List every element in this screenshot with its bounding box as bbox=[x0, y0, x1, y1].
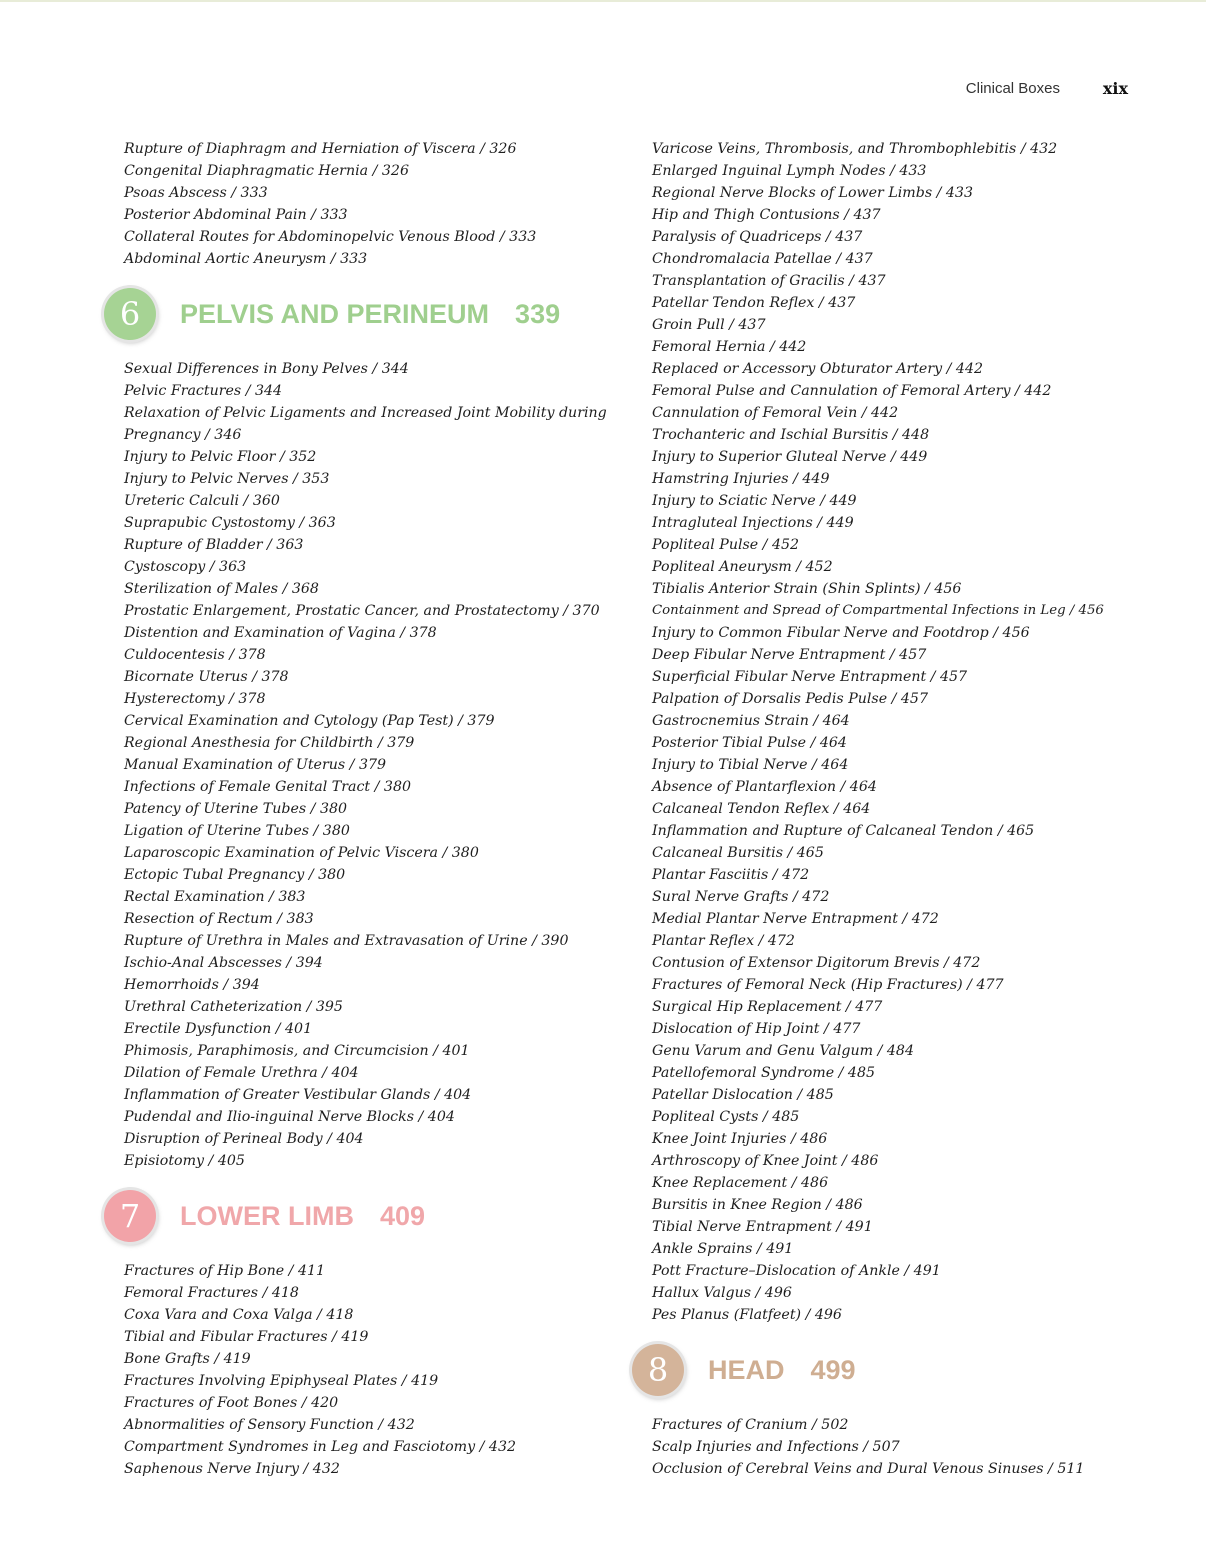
clinical-box-entry: Patellar Dislocation / 485 bbox=[652, 1087, 834, 1103]
clinical-box-entry: Sexual Differences in Bony Pelves / 344 bbox=[124, 361, 409, 377]
chapter-number-badge: 8 bbox=[632, 1344, 684, 1396]
clinical-box-entry: Knee Joint Injuries / 486 bbox=[652, 1131, 828, 1147]
clinical-box-entry: Distention and Examination of Vagina / 378 bbox=[124, 625, 437, 641]
clinical-box-entry: Pregnancy / 346 bbox=[124, 427, 242, 443]
clinical-box-entry: Hysterectomy / 378 bbox=[124, 691, 266, 707]
clinical-box-entry: Ligation of Uterine Tubes / 380 bbox=[124, 823, 350, 839]
clinical-box-entry: Erectile Dysfunction / 401 bbox=[124, 1021, 313, 1037]
clinical-box-entry: Injury to Superior Gluteal Nerve / 449 bbox=[652, 449, 928, 465]
clinical-box-entry: Popliteal Pulse / 452 bbox=[652, 537, 800, 553]
clinical-box-entry: Tibial Nerve Entrapment / 491 bbox=[652, 1219, 873, 1235]
clinical-box-entry: Deep Fibular Nerve Entrapment / 457 bbox=[652, 647, 927, 663]
clinical-box-entry: Abdominal Aortic Aneurysm / 333 bbox=[124, 251, 368, 267]
intro-list bbox=[124, 138, 624, 270]
clinical-box-entry: Fractures of Hip Bone / 411 bbox=[124, 1263, 326, 1279]
clinical-box-entry: Cystoscopy / 363 bbox=[124, 559, 247, 575]
clinical-box-entry: Pelvic Fractures / 344 bbox=[124, 383, 283, 399]
right-column bbox=[647, 138, 1112, 1480]
clinical-box-entry: Hamstring Injuries / 449 bbox=[652, 471, 830, 487]
chapter-7-continued-list bbox=[652, 138, 1112, 1326]
chapter-title-text: HEAD bbox=[708, 1355, 785, 1385]
clinical-box-entry: Chondromalacia Patellae / 437 bbox=[652, 251, 873, 267]
chapter-number-badge: 6 bbox=[104, 288, 156, 340]
clinical-box-entry: Intragluteal Injections / 449 bbox=[652, 515, 854, 531]
clinical-box-entry: Episiotomy / 405 bbox=[124, 1153, 245, 1169]
clinical-box-entry: Pott Fracture–Dislocation of Ankle / 491 bbox=[652, 1263, 941, 1279]
clinical-box-entry: Femoral Hernia / 442 bbox=[652, 339, 807, 355]
chapter-8-list bbox=[652, 1414, 1112, 1480]
clinical-box-entry: Coxa Vara and Coxa Valga / 418 bbox=[124, 1307, 354, 1323]
clinical-box-entry: Bicornate Uterus / 378 bbox=[124, 669, 289, 685]
chapter-8-heading bbox=[632, 1344, 1112, 1396]
clinical-box-entry: Cannulation of Femoral Vein / 442 bbox=[652, 405, 899, 421]
clinical-box-entry: Scalp Injuries and Infections / 507 bbox=[652, 1439, 900, 1455]
chapter-title bbox=[180, 1199, 425, 1233]
clinical-box-entry: Hallux Valgus / 496 bbox=[652, 1285, 792, 1301]
clinical-box-entry: Fractures of Cranium / 502 bbox=[652, 1417, 849, 1433]
clinical-box-entry: Surgical Hip Replacement / 477 bbox=[652, 999, 883, 1015]
chapter-6-list bbox=[124, 358, 624, 1172]
clinical-box-entry: Ureteric Calculi / 360 bbox=[124, 493, 280, 509]
clinical-box-entry: Abnormalities of Sensory Function / 432 bbox=[124, 1417, 415, 1433]
clinical-box-entry: Injury to Common Fibular Nerve and Footdrop / 456 bbox=[652, 625, 1030, 641]
clinical-box-entry: Suprapubic Cystostomy / 363 bbox=[124, 515, 336, 531]
chapter-title-text: LOWER LIMB bbox=[180, 1201, 354, 1231]
clinical-box-entry: Inflammation and Rupture of Calcaneal Tendon / 465 bbox=[652, 823, 1035, 839]
clinical-box-entry: Enlarged Inguinal Lymph Nodes / 433 bbox=[652, 163, 927, 179]
running-head bbox=[0, 80, 1128, 100]
clinical-box-entry: Bursitis in Knee Region / 486 bbox=[652, 1197, 863, 1213]
clinical-box-entry: Hemorrhoids / 394 bbox=[124, 977, 260, 993]
clinical-box-entry: Prostatic Enlargement, Prostatic Cancer, and Prostatectomy / 370 bbox=[124, 603, 600, 619]
clinical-box-entry: Dislocation of Hip Joint / 477 bbox=[652, 1021, 861, 1037]
clinical-box-entry: Injury to Pelvic Floor / 352 bbox=[124, 449, 317, 465]
clinical-box-entry: Manual Examination of Uterus / 379 bbox=[124, 757, 387, 773]
clinical-box-entry: Injury to Pelvic Nerves / 353 bbox=[124, 471, 330, 487]
clinical-box-entry: Knee Replacement / 486 bbox=[652, 1175, 829, 1191]
clinical-box-entry: Sterilization of Males / 368 bbox=[124, 581, 319, 597]
chapter-start-page: 499 bbox=[810, 1355, 856, 1385]
clinical-box-entry: Superficial Fibular Nerve Entrapment / 457 bbox=[652, 669, 968, 685]
chapter-7-heading bbox=[104, 1190, 624, 1242]
clinical-box-entry: Saphenous Nerve Injury / 432 bbox=[124, 1461, 340, 1477]
clinical-box-entry: Gastrocnemius Strain / 464 bbox=[652, 713, 850, 729]
clinical-box-entry: Groin Pull / 437 bbox=[652, 317, 766, 333]
clinical-box-entry: Regional Nerve Blocks of Lower Limbs / 433 bbox=[652, 185, 973, 201]
clinical-box-entry: Collateral Routes for Abdominopelvic Venous Blood / 333 bbox=[124, 229, 537, 245]
clinical-box-entry: Tibialis Anterior Strain (Shin Splints) / 456 bbox=[652, 581, 962, 597]
clinical-box-entry: Palpation of Dorsalis Pedis Pulse / 457 bbox=[652, 691, 928, 707]
clinical-box-entry: Plantar Reflex / 472 bbox=[652, 933, 795, 949]
clinical-box-entry: Phimosis, Paraphimosis, and Circumcision / 401 bbox=[124, 1043, 470, 1059]
clinical-box-entry: Ankle Sprains / 491 bbox=[652, 1241, 794, 1257]
left-column bbox=[119, 138, 624, 1480]
clinical-box-entry: Fractures of Femoral Neck (Hip Fractures) / 477 bbox=[652, 977, 1004, 993]
clinical-box-entry: Posterior Abdominal Pain / 333 bbox=[124, 207, 348, 223]
clinical-box-entry: Rupture of Bladder / 363 bbox=[124, 537, 304, 553]
clinical-box-entry: Patellar Tendon Reflex / 437 bbox=[652, 295, 856, 311]
clinical-box-entry: Medial Plantar Nerve Entrapment / 472 bbox=[652, 911, 939, 927]
clinical-box-entry: Relaxation of Pelvic Ligaments and Increased Joint Mobility during bbox=[124, 405, 607, 421]
clinical-box-entry: Varicose Veins, Thrombosis, and Thrombophlebitis / 432 bbox=[652, 141, 1058, 157]
clinical-box-entry: Injury to Sciatic Nerve / 449 bbox=[652, 493, 857, 509]
clinical-box-entry: Absence of Plantarflexion / 464 bbox=[652, 779, 877, 795]
clinical-box-entry: Posterior Tibial Pulse / 464 bbox=[652, 735, 847, 751]
clinical-box-entry: Pes Planus (Flatfeet) / 496 bbox=[652, 1307, 842, 1323]
clinical-box-entry: Paralysis of Quadriceps / 437 bbox=[652, 229, 863, 245]
clinical-box-entry: Hip and Thigh Contusions / 437 bbox=[652, 207, 881, 223]
clinical-box-entry: Injury to Tibial Nerve / 464 bbox=[652, 757, 849, 773]
chapter-7-list bbox=[124, 1260, 624, 1480]
chapter-6-heading bbox=[104, 288, 624, 340]
clinical-box-entry: Occlusion of Cerebral Veins and Dural Venous Sinuses / 511 bbox=[652, 1461, 1085, 1477]
clinical-box-entry: Tibial and Fibular Fractures / 419 bbox=[124, 1329, 369, 1345]
clinical-box-entry: Ectopic Tubal Pregnancy / 380 bbox=[124, 867, 346, 883]
running-head-title: Clinical Boxes bbox=[965, 80, 1060, 97]
chapter-number-badge: 7 bbox=[104, 1190, 156, 1242]
clinical-box-entry: Regional Anesthesia for Childbirth / 379 bbox=[124, 735, 415, 751]
clinical-box-entry: Disruption of Perineal Body / 404 bbox=[124, 1131, 364, 1147]
chapter-title-text: PELVIS AND PERINEUM bbox=[180, 299, 490, 329]
clinical-box-entry: Fractures of Foot Bones / 420 bbox=[124, 1395, 339, 1411]
clinical-box-entry: Popliteal Cysts / 485 bbox=[652, 1109, 800, 1125]
clinical-box-entry: Resection of Rectum / 383 bbox=[124, 911, 314, 927]
clinical-box-entry: Psoas Abscess / 333 bbox=[124, 185, 268, 201]
clinical-box-entry: Patellofemoral Syndrome / 485 bbox=[652, 1065, 876, 1081]
clinical-box-entry: Rupture of Diaphragm and Herniation of Viscera / 326 bbox=[124, 141, 517, 157]
clinical-box-entry: Femoral Pulse and Cannulation of Femoral Artery / 442 bbox=[652, 383, 1052, 399]
clinical-box-entry: Rectal Examination / 383 bbox=[124, 889, 306, 905]
clinical-box-entry: Urethral Catheterization / 395 bbox=[124, 999, 343, 1015]
chapter-title bbox=[708, 1353, 856, 1387]
clinical-box-entry: Patency of Uterine Tubes / 380 bbox=[124, 801, 348, 817]
clinical-box-entry: Inflammation of Greater Vestibular Glands / 404 bbox=[124, 1087, 472, 1103]
clinical-box-entry: Trochanteric and Ischial Bursitis / 448 bbox=[652, 427, 930, 443]
clinical-box-entry: Popliteal Aneurysm / 452 bbox=[652, 559, 833, 575]
clinical-box-entry: Congenital Diaphragmatic Hernia / 326 bbox=[124, 163, 409, 179]
clinical-box-entry: Rupture of Urethra in Males and Extravasation of Urine / 390 bbox=[124, 933, 569, 949]
page-number: xix bbox=[1102, 79, 1128, 98]
clinical-box-entry: Compartment Syndromes in Leg and Fasciotomy / 432 bbox=[124, 1439, 517, 1455]
clinical-box-entry: Plantar Fasciitis / 472 bbox=[652, 867, 810, 883]
clinical-box-entry: Infections of Female Genital Tract / 380 bbox=[124, 779, 412, 795]
clinical-box-entry: Dilation of Female Urethra / 404 bbox=[124, 1065, 359, 1081]
chapter-title bbox=[180, 297, 560, 331]
clinical-box-entry: Bone Grafts / 419 bbox=[124, 1351, 251, 1367]
clinical-box-entry: Replaced or Accessory Obturator Artery / 442 bbox=[652, 361, 983, 377]
clinical-box-entry: Genu Varum and Genu Valgum / 484 bbox=[652, 1043, 914, 1059]
top-rule bbox=[0, 0, 1206, 2]
clinical-box-entry: Laparoscopic Examination of Pelvic Viscera / 380 bbox=[124, 845, 479, 861]
chapter-start-page: 339 bbox=[515, 299, 561, 329]
clinical-box-entry: Femoral Fractures / 418 bbox=[124, 1285, 299, 1301]
clinical-box-entry: Arthroscopy of Knee Joint / 486 bbox=[652, 1153, 879, 1169]
clinical-box-entry: Pudendal and Ilio-inguinal Nerve Blocks / 404 bbox=[124, 1109, 455, 1125]
clinical-box-entry: Ischio-Anal Abscesses / 394 bbox=[124, 955, 323, 971]
clinical-box-entry: Sural Nerve Grafts / 472 bbox=[652, 889, 830, 905]
clinical-box-entry: Contusion of Extensor Digitorum Brevis / 472 bbox=[652, 955, 981, 971]
clinical-box-entry: Calcaneal Tendon Reflex / 464 bbox=[652, 801, 871, 817]
clinical-box-entry: Fractures Involving Epiphyseal Plates / 419 bbox=[124, 1373, 439, 1389]
clinical-box-entry: Culdocentesis / 378 bbox=[124, 647, 266, 663]
clinical-box-entry: Cervical Examination and Cytology (Pap Test) / 379 bbox=[124, 713, 495, 729]
clinical-box-entry: Transplantation of Gracilis / 437 bbox=[652, 273, 886, 289]
clinical-box-entry: Containment and Spread of Compartmental Infections in Leg / 456 bbox=[652, 603, 1104, 618]
clinical-box-entry: Calcaneal Bursitis / 465 bbox=[652, 845, 824, 861]
chapter-start-page: 409 bbox=[379, 1201, 426, 1231]
